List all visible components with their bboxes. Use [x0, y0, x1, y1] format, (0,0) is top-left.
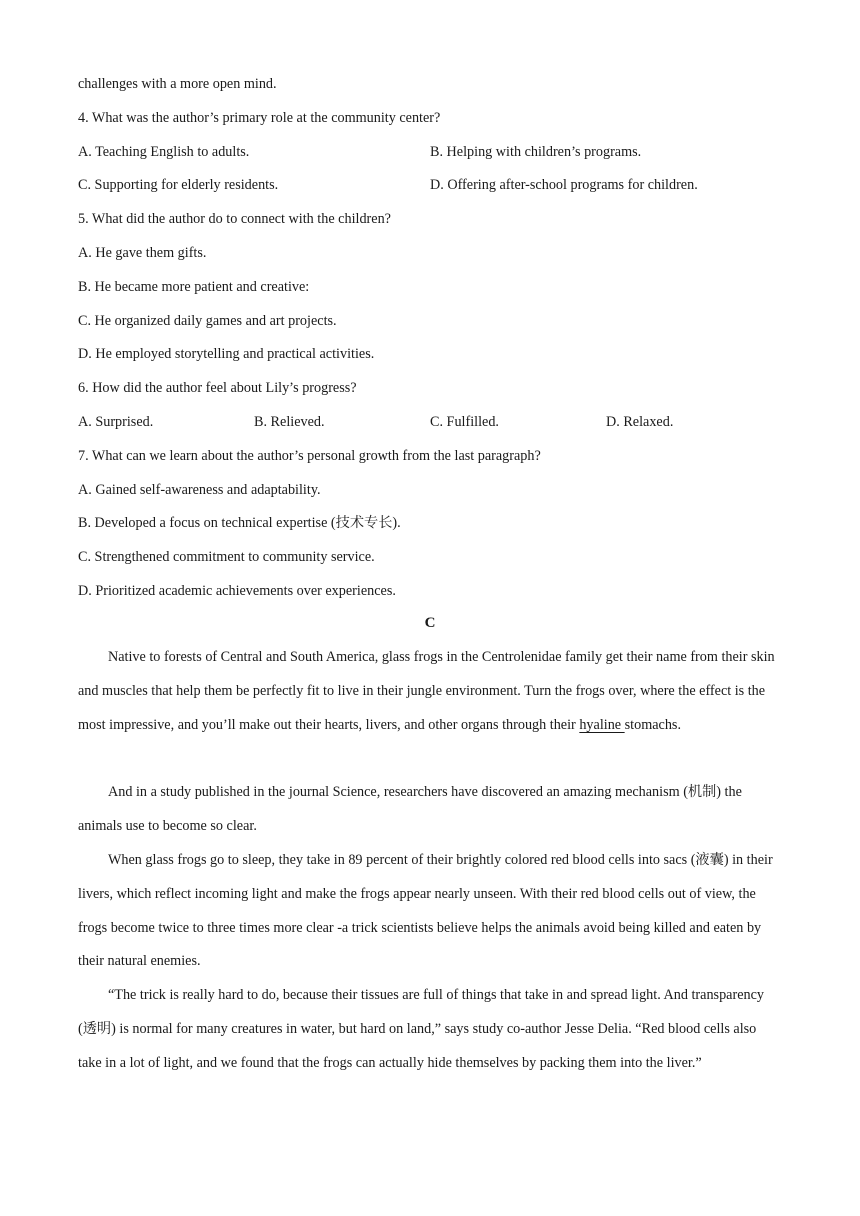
question-5-option-d: D. He employed storytelling and practical activities.	[78, 346, 375, 362]
question-4-stem: 4. What was the author’s primary role at the community center?	[78, 110, 441, 126]
section-c-paragraph-4: “The trick is really hard to do, because their tissues are full of things that take in and spread light. And transparency (透明) is normal for many creatures in water, but hard on land,” says study co-author Jesse Delia. “Red blood cells also take in a lot of light, and we found that the frogs can actually hide themselves by packing them into the liver.”	[78, 987, 764, 1071]
question-5-stem: 5. What did the author do to connect with the children?	[78, 211, 391, 227]
section-c-paragraph-2: And in a study published in the journal Science, researchers have discovered an amazing mechanism (机制) the animals use to become so clear.	[78, 784, 742, 834]
question-7-option-d: D. Prioritized academic achievements over experiences.	[78, 583, 396, 599]
question-4-option-b: B. Helping with children’s programs.	[430, 144, 642, 160]
section-c-title: C	[424, 615, 436, 631]
question-5-option-b: B. He became more patient and creative:	[78, 279, 310, 295]
question-5-option-a: A. He gave them gifts.	[78, 245, 207, 261]
question-4-option-a: A. Teaching English to adults.	[78, 144, 250, 160]
question-6-option-c: C. Fulfilled.	[430, 414, 499, 430]
question-5-option-c: C. He organized daily games and art projects.	[78, 313, 337, 329]
question-7-option-c: C. Strengthened commitment to community service.	[78, 549, 375, 565]
paragraph-1-text-end: stomachs.	[624, 716, 681, 733]
question-7-stem: 7. What can we learn about the author’s personal growth from the last paragraph?	[78, 448, 541, 464]
question-6-option-a: A. Surprised.	[78, 414, 154, 430]
question-4-option-c: C. Supporting for elderly residents.	[78, 177, 279, 193]
question-4-option-d: D. Offering after-school programs for children.	[430, 177, 698, 193]
intro-tail: challenges with a more open mind.	[78, 76, 277, 92]
question-6-option-b: B. Relieved.	[254, 414, 325, 430]
paragraph-1-text: Native to forests of Central and South America, glass frogs in the Centrolenidae family get their name from their skin and muscles that help them be perfectly fit to live in their jungle environment. Turn the frogs over, where the effect is the most impressive, and you’ll make out their hearts, livers, and other organs through their	[78, 649, 775, 733]
question-6-option-d: D. Relaxed.	[606, 414, 674, 430]
section-c-paragraph-1	[78, 641, 778, 742]
question-7-option-a: A. Gained self-awareness and adaptability.	[78, 482, 321, 498]
question-7-option-b: B. Developed a focus on technical expertise (技术专长).	[78, 515, 401, 531]
question-6-stem: 6. How did the author feel about Lily’s progress?	[78, 380, 357, 396]
section-c-paragraph-3: When glass frogs go to sleep, they take in 89 percent of their brightly colored red blood cells into sacs (液囊) in their livers, which reflect incoming light and make the frogs appear nearly unseen. With their red blood cells out of view, the frogs become twice to three times more clear -a trick scientists believe helps the animals avoid being killed and eaten by their natural enemies.	[78, 852, 773, 970]
underlined-word-hyaline: hyaline	[579, 716, 625, 733]
